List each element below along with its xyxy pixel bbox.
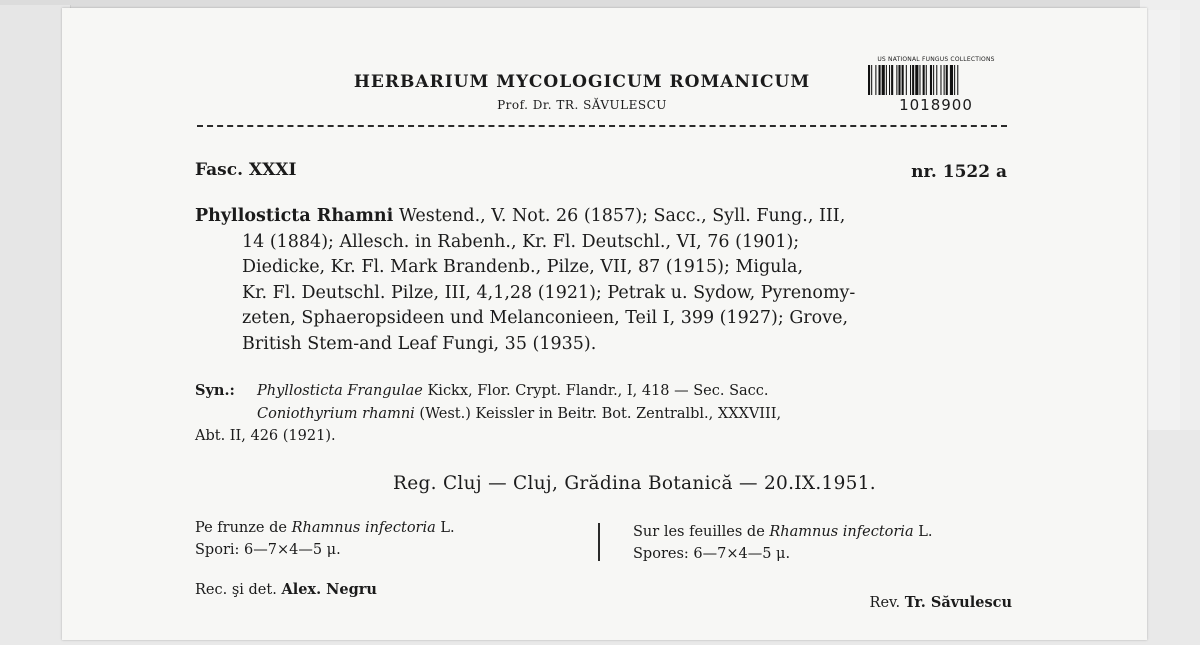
column-divider xyxy=(598,523,600,561)
fascicle-label: Fasc. XXXI xyxy=(195,160,297,180)
reviser-name: Tr. Săvulescu xyxy=(904,594,1012,611)
barcode-bar xyxy=(896,65,897,95)
synonyms-label: Syn.: xyxy=(195,382,235,399)
taxon-citation xyxy=(195,204,1015,357)
barcode-bar xyxy=(933,65,934,95)
herbarium-label xyxy=(62,8,1147,640)
host-french: Sur les feuilles de Rhamnus infectoria L. Spores: 6—7×4—5 μ. xyxy=(633,521,932,565)
citation-line: 14 (1884); Allesch. in Rabenh., Kr. Fl. Deutschl., VI, 76 (1901); xyxy=(242,231,800,252)
citation-line: Kr. Fl. Deutschl. Pilze, III, 4,1,28 (1921); Petrak u. Sydow, Pyrenomy- xyxy=(242,282,856,303)
barcode-bar xyxy=(923,65,925,95)
herbarium-title: HERBARIUM MYCOLOGICUM ROMANICUM xyxy=(353,72,811,92)
barcode-bar xyxy=(936,65,937,95)
barcode-bar xyxy=(891,65,893,95)
barcode-bar xyxy=(871,65,872,95)
herbarium-subtitle: Prof. Dr. TR. SĂVULESCU xyxy=(497,98,667,112)
barcode-bar xyxy=(886,65,887,95)
host-species: Rhamnus infectoria xyxy=(291,520,436,536)
barcode-bar xyxy=(946,65,948,95)
synonym-row: Syn.: Phyllosticta Frangulae Kickx, Flor. Crypt. Flandr., I, 418 — Sec. Sacc. xyxy=(195,380,1025,403)
citation-line: Diedicke, Kr. Fl. Mark Brandenb., Pilze, VII, 87 (1915); Migula, xyxy=(242,257,804,277)
host-species: Rhamnus infectoria xyxy=(769,524,914,540)
barcode-bar xyxy=(950,65,953,95)
barcode-bar xyxy=(882,65,885,95)
synonym-name: Phyllosticta Frangulae xyxy=(257,383,423,399)
barcode-number: 1018900 xyxy=(899,96,973,114)
barcode-bar xyxy=(902,65,904,95)
barcode-bar xyxy=(889,65,890,95)
barcode-bar xyxy=(875,65,876,95)
barcode-bar xyxy=(912,65,914,95)
host-romanian: Pe frunze de Rhamnus infectoria L. Spori: 6—7×4—5 μ. xyxy=(195,517,455,561)
barcode-bar xyxy=(868,65,870,95)
barcode-bar xyxy=(944,65,945,95)
citation-line: British Stem-and Leaf Fungi, 35 (1935). xyxy=(242,333,597,354)
barcode-bar xyxy=(898,65,900,95)
collector-line: Rec. şi det. Alex. Negru xyxy=(195,581,377,598)
collection-locality: Reg. Cluj — Cluj, Grădina Botanică — 20.IX.1951. xyxy=(392,473,876,494)
barcode-caption: US NATIONAL FUNGUS COLLECTIONS xyxy=(877,56,995,63)
barcode-bar xyxy=(926,65,927,95)
collector-name: Alex. Negru xyxy=(281,581,377,598)
specimen-number: nr. 1522 a xyxy=(911,162,1007,182)
spore-size: Spori: 6—7×4—5 μ. xyxy=(195,542,341,558)
citation-line: zeten, Sphaeropsideen und Melanconieen, Teil I, 399 (1927); Grove, xyxy=(242,308,849,328)
synonym-name: Coniothyrium rhamni xyxy=(257,405,415,422)
synonyms-block xyxy=(195,380,1025,448)
barcode-bar xyxy=(940,65,941,95)
barcode-bar xyxy=(957,65,958,95)
barcode-bar xyxy=(910,65,911,95)
citation-line: Phyllosticta Rhamni Westend., V. Not. 26 (1857); Sacc., Syll. Fung., III, xyxy=(195,206,846,226)
synonym-row-continued: Abt. II, 426 (1921). xyxy=(195,428,336,444)
barcode-bar xyxy=(915,65,918,95)
barcode-bar xyxy=(906,65,907,95)
barcode-bar xyxy=(930,65,932,95)
reviser-line: Rev. Tr. Săvulescu xyxy=(869,594,1012,611)
barcode-bar xyxy=(954,65,955,95)
barcode-bar xyxy=(919,65,920,95)
barcode-image xyxy=(867,65,1005,95)
spore-size: Spores: 6—7×4—5 μ. xyxy=(633,546,791,562)
barcode-bar xyxy=(879,65,881,95)
taxon-name: Phyllosticta Rhamni xyxy=(195,206,394,226)
synonym-row: Coniothyrium rhamni (West.) Keissler in Beitr. Bot. Zentralbl., XXXVIII, xyxy=(257,405,782,422)
barcode-block xyxy=(867,56,1005,114)
header-divider-rule xyxy=(197,125,1007,127)
